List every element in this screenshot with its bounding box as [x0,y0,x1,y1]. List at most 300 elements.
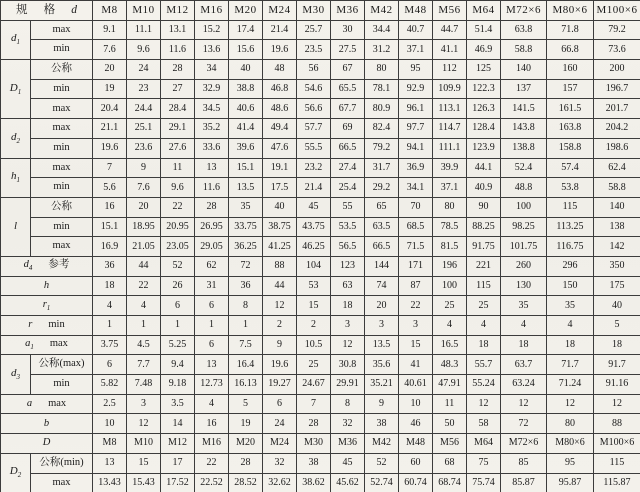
table-cell: 66.5 [331,138,365,158]
table-cell: 80 [433,197,467,217]
table-cell: 198.6 [594,138,640,158]
dimension-symbol: $h_1$ [11,170,20,185]
table-cell: 114.7 [433,119,467,139]
row-label: max [31,158,93,178]
table-cell: 46.9 [467,40,501,60]
table-cell: 23.5 [297,40,331,60]
table-cell: 5 [229,394,263,414]
table-cell: 66.5 [365,237,399,257]
row-label: max [31,99,93,119]
table-cell: 22 [399,296,433,316]
table-cell: 33.6 [195,138,229,158]
table-cell: 123 [331,256,365,276]
table-cell: 55.24 [467,375,501,395]
table-cell: 32 [263,453,297,473]
table-cell: 78.5 [433,217,467,237]
table-row [1,40,640,60]
row-label [1,335,93,355]
table-cell: 97.7 [399,119,433,139]
table-cell: 38.8 [229,79,263,99]
row-label [1,414,93,434]
table-cell: 19.27 [263,375,297,395]
table-cell: 143.8 [501,119,547,139]
table-cell: 2 [297,316,331,336]
row-label: 公称(max) [31,355,93,375]
table-cell: 41.4 [229,119,263,139]
table-cell: 123.9 [467,138,501,158]
table-cell: M8 [93,434,127,454]
table-cell: 34.4 [365,20,399,40]
table-cell: 11.1 [127,20,161,40]
table-cell: 142 [594,237,640,257]
table-cell: 112 [433,60,467,80]
table-row [1,20,640,40]
table-cell: 8 [331,394,365,414]
table-cell: 25.1 [127,119,161,139]
row-label-word: 参考 [48,259,70,271]
dimension-symbol: d [71,3,77,16]
column-header: M10 [127,1,161,21]
table-cell: 160 [547,60,594,80]
table-cell: M10 [127,434,161,454]
row-label [1,276,93,296]
table-cell: 35.21 [365,375,399,395]
dimension-symbol: l [13,220,18,233]
table-cell: 46.25 [297,237,331,257]
table-cell: 73.6 [594,40,640,60]
table-cell: 24 [263,414,297,434]
table-cell: 20.95 [161,217,195,237]
table-cell: 12 [501,394,547,414]
table-cell: 157 [547,79,594,99]
table-cell: 41.1 [433,40,467,60]
table-cell: 6 [195,296,229,316]
table-cell: 163.8 [547,119,594,139]
table-cell: 38 [297,453,331,473]
table-cell: 19.6 [263,355,297,375]
table-cell: 32 [331,414,365,434]
table-cell: 37.1 [433,178,467,198]
table-cell: 34.1 [399,178,433,198]
row-label [1,394,93,414]
table-row [1,256,640,276]
table-cell: 3 [399,316,433,336]
table-cell: 56.6 [297,99,331,119]
table-cell: 9.18 [161,375,195,395]
table-cell: 4 [127,296,161,316]
table-cell: 11.6 [161,40,195,60]
table-cell: 90 [467,197,501,217]
row-label-word: min [48,319,65,331]
table-cell: 36 [229,276,263,296]
table-cell: M30 [297,434,331,454]
table-cell: 111.1 [433,138,467,158]
row-group-label [1,158,31,197]
table-cell: 71.24 [547,375,594,395]
table-row [1,276,640,296]
table-cell: 13 [195,355,229,375]
table-cell: 28 [195,197,229,217]
table-cell: 38.62 [297,473,331,492]
table-cell: 32.9 [195,79,229,99]
table-cell: 74 [365,276,399,296]
table-cell: 63.5 [365,217,399,237]
table-cell: M24 [263,434,297,454]
table-cell: 6 [263,394,297,414]
table-cell: 46 [399,414,433,434]
table-cell: 138 [594,217,640,237]
table-cell: 44 [127,256,161,276]
table-cell: 16.5 [433,335,467,355]
dimension-symbol: D [42,437,51,449]
table-cell: 80 [547,414,594,434]
table-cell: 36.9 [399,158,433,178]
column-header: M30 [297,1,331,21]
table-cell: 33.75 [229,217,263,237]
table-cell: 35.6 [365,355,399,375]
table-cell: 150 [547,276,594,296]
row-label: 公称(min) [31,453,93,473]
table-cell: 1 [127,316,161,336]
table-cell: 13.43 [93,473,127,492]
table-cell: 29.91 [331,375,365,395]
dimension-symbol: h [43,279,50,291]
table-row [1,178,640,198]
row-group-label [1,197,31,256]
table-cell: 26.95 [195,217,229,237]
table-cell: 92.9 [399,79,433,99]
table-cell: 39.6 [229,138,263,158]
table-cell: 100 [501,197,547,217]
column-header: M36 [331,1,365,21]
table-cell: 9.4 [161,355,195,375]
table-cell: M12 [161,434,195,454]
table-cell: 75 [467,453,501,473]
table-row [1,217,640,237]
table-cell: 25 [297,355,331,375]
table-cell: 9 [263,335,297,355]
dimension-symbol: b [43,417,50,429]
table-cell: 71.7 [547,355,594,375]
table-cell: 34.5 [195,99,229,119]
table-cell: 15.43 [127,473,161,492]
dimension-symbol: $d_2$ [11,130,20,145]
table-row [1,394,640,414]
table-row [1,355,640,375]
table-cell: 79.2 [594,20,640,40]
table-row [1,414,640,434]
table-cell: 141.5 [501,99,547,119]
table-cell: 55 [331,197,365,217]
table-cell: 36 [93,256,127,276]
table-cell: 45.62 [331,473,365,492]
table-cell: 3.5 [161,394,195,414]
dimension-symbol: $d_1$ [11,32,20,47]
table-cell: 17.52 [161,473,195,492]
table-cell: 19.6 [93,138,127,158]
table-cell: 16 [93,197,127,217]
table-cell: 63.7 [501,355,547,375]
row-label [1,316,93,336]
row-label-content [2,339,91,351]
column-header: M42 [365,1,399,21]
table-cell: 137 [501,79,547,99]
row-label [1,256,93,276]
table-cell: 47.91 [433,375,467,395]
corner-char: 规 [16,3,28,16]
table-cell: 4 [93,296,127,316]
table-cell: M80×6 [547,434,594,454]
table-cell: 22 [195,453,229,473]
table-cell: 36.25 [229,237,263,257]
table-cell: 161.5 [547,99,594,119]
table-cell: 128.4 [467,119,501,139]
table-cell: 13.6 [195,40,229,60]
dimension-symbol: $a_1$ [25,337,34,352]
row-label: max [31,237,93,257]
table-cell: 11 [433,394,467,414]
table-cell: 23.6 [127,138,161,158]
table-cell: 48.8 [501,178,547,198]
table-cell: 7.48 [127,375,161,395]
table-cell: 9.1 [93,20,127,40]
table-cell: 7.6 [127,178,161,198]
table-cell: 1 [195,316,229,336]
table-cell: 31 [195,276,229,296]
table-cell: 18 [501,335,547,355]
row-group-label [1,119,31,158]
table-row [1,79,640,99]
table-cell: 39.9 [433,158,467,178]
table-cell: 10 [93,414,127,434]
table-cell: 16.4 [229,355,263,375]
table-cell: 6 [195,335,229,355]
table-cell: 1 [229,316,263,336]
dimension-symbol: $d_4$ [23,259,33,273]
table-cell: 12 [331,335,365,355]
table-cell: 75.74 [467,473,501,492]
column-header: M72×6 [501,1,547,21]
row-label: 公称 [31,197,93,217]
table-cell: 4 [547,316,594,336]
table-cell: 12 [263,296,297,316]
table-cell: 41.25 [263,237,297,257]
table-cell: 25.7 [297,20,331,40]
table-cell: 21.05 [127,237,161,257]
table-row [1,473,640,492]
table-cell: 85.87 [501,473,547,492]
table-cell: 51.4 [467,20,501,40]
table-cell: 12 [547,394,594,414]
table-cell: 196.7 [594,79,640,99]
table-cell: 158.8 [547,138,594,158]
row-label: max [31,119,93,139]
table-cell: 48.6 [263,99,297,119]
table-cell: 7.5 [229,335,263,355]
row-label-content [2,419,91,430]
table-cell: 30.8 [331,355,365,375]
table-cell: 21.4 [263,20,297,40]
row-label [1,296,93,316]
table-cell: 104 [297,256,331,276]
table-cell: 201.7 [594,99,640,119]
table-cell: 25 [433,296,467,316]
table-cell: 122.3 [467,79,501,99]
table-cell: M56 [433,434,467,454]
table-cell: 52.4 [501,158,547,178]
table-cell: 46.8 [263,79,297,99]
table-cell: 1 [93,316,127,336]
table-cell: 27.4 [331,158,365,178]
row-label: min [31,178,93,198]
table-cell: 62 [195,256,229,276]
table-row [1,237,640,257]
table-cell: 115 [547,197,594,217]
table-cell: 22.52 [195,473,229,492]
table-row [1,138,640,158]
table-cell: 44.1 [467,158,501,178]
table-cell: M48 [399,434,433,454]
table-cell: 126.3 [467,99,501,119]
column-header: M20 [229,1,263,21]
table-cell: 23.2 [297,158,331,178]
table-cell: 27 [161,79,195,99]
table-cell: 20 [93,60,127,80]
table-cell: 15.2 [195,20,229,40]
table-cell: 115 [594,453,640,473]
table-cell: 35 [501,296,547,316]
table-cell: 18 [547,335,594,355]
table-cell: 7 [297,394,331,414]
table-cell: 5 [594,316,640,336]
table-cell: 28 [229,453,263,473]
table-cell: 52.74 [365,473,399,492]
table-cell: 29.2 [365,178,399,198]
table-cell: 2 [263,316,297,336]
column-header: M100×6 [594,1,640,21]
table-cell: 67 [331,60,365,80]
table-cell: 115.87 [594,473,640,492]
table-cell: 45 [297,197,331,217]
row-label [1,434,93,454]
table-cell: 68.74 [433,473,467,492]
table-cell: 18 [331,296,365,316]
table-cell: 88 [594,414,640,434]
table-cell: 53.8 [547,178,594,198]
table-cell: 9.6 [127,40,161,60]
row-group-label [1,60,31,119]
table-cell: 88 [263,256,297,276]
table-cell: 95 [547,453,594,473]
table-cell: 25 [467,296,501,316]
table-cell: 13.5 [365,335,399,355]
table-cell: 65.5 [331,79,365,99]
table-cell: 53.5 [331,217,365,237]
table-cell: 40 [229,60,263,80]
table-cell: 91.7 [594,355,640,375]
table-cell: 95 [399,60,433,80]
table-cell: 5.6 [93,178,127,198]
table-cell: 22 [127,276,161,296]
table-cell: M36 [331,434,365,454]
table-cell: 109.9 [433,79,467,99]
dimension-symbol: $r_1$ [42,298,51,312]
table-cell: 5.25 [161,335,195,355]
table-cell: 28 [161,60,195,80]
table-cell: 80 [365,60,399,80]
table-cell: 27.5 [331,40,365,60]
table-cell: 19.6 [263,40,297,60]
row-label-content [2,300,91,312]
column-header: M8 [93,1,127,21]
table-cell: 9.6 [161,178,195,198]
table-row [1,60,640,80]
row-label: min [31,217,93,237]
table-cell: 4 [501,316,547,336]
table-cell: 350 [594,256,640,276]
table-cell: 63.8 [501,20,547,40]
row-group-label [1,355,31,394]
table-cell: M72×6 [501,434,547,454]
table-cell: 140 [501,60,547,80]
table-cell: 68.5 [399,217,433,237]
table-cell: 200 [594,60,640,80]
table-cell: 115 [467,276,501,296]
row-label: 公称 [31,60,93,80]
table-cell: 10 [399,394,433,414]
table-cell: 296 [547,256,594,276]
table-cell: 95.87 [547,473,594,492]
table-cell: 15 [127,453,161,473]
table-cell: 9 [365,394,399,414]
table-cell: 13.5 [229,178,263,198]
table-cell: 35 [229,197,263,217]
table-cell: 19 [229,414,263,434]
table-row [1,434,640,454]
table-cell: 58 [467,414,501,434]
table-cell: 10.5 [297,335,331,355]
table-cell: 53 [297,276,331,296]
dimension-symbol: $d_3$ [11,366,20,382]
table-cell: 13 [93,453,127,473]
table-cell: 49.4 [263,119,297,139]
table-cell: 21.4 [297,178,331,198]
table-cell: 63.24 [501,375,547,395]
table-cell: 82.4 [365,119,399,139]
table-cell: 12 [127,414,161,434]
row-label-word: max [49,337,68,349]
table-cell: 37.1 [399,40,433,60]
table-cell: 40 [594,296,640,316]
table-cell: 4 [195,394,229,414]
table-row [1,119,640,139]
dimension-symbol: $D_1$ [9,81,22,96]
table-cell: 67.7 [331,99,365,119]
table-cell: 22 [161,197,195,217]
table-row [1,99,640,119]
table-row [1,453,640,473]
table-cell: 20.4 [93,99,127,119]
table-cell: 29.1 [161,119,195,139]
table-cell: 8 [229,296,263,316]
row-label-content [2,260,91,272]
table-cell: 2.5 [93,394,127,414]
column-header: M12 [161,1,195,21]
table-cell: 260 [501,256,547,276]
table-cell: 28 [297,414,331,434]
table-cell: 4 [467,316,501,336]
table-cell: 43.75 [297,217,331,237]
